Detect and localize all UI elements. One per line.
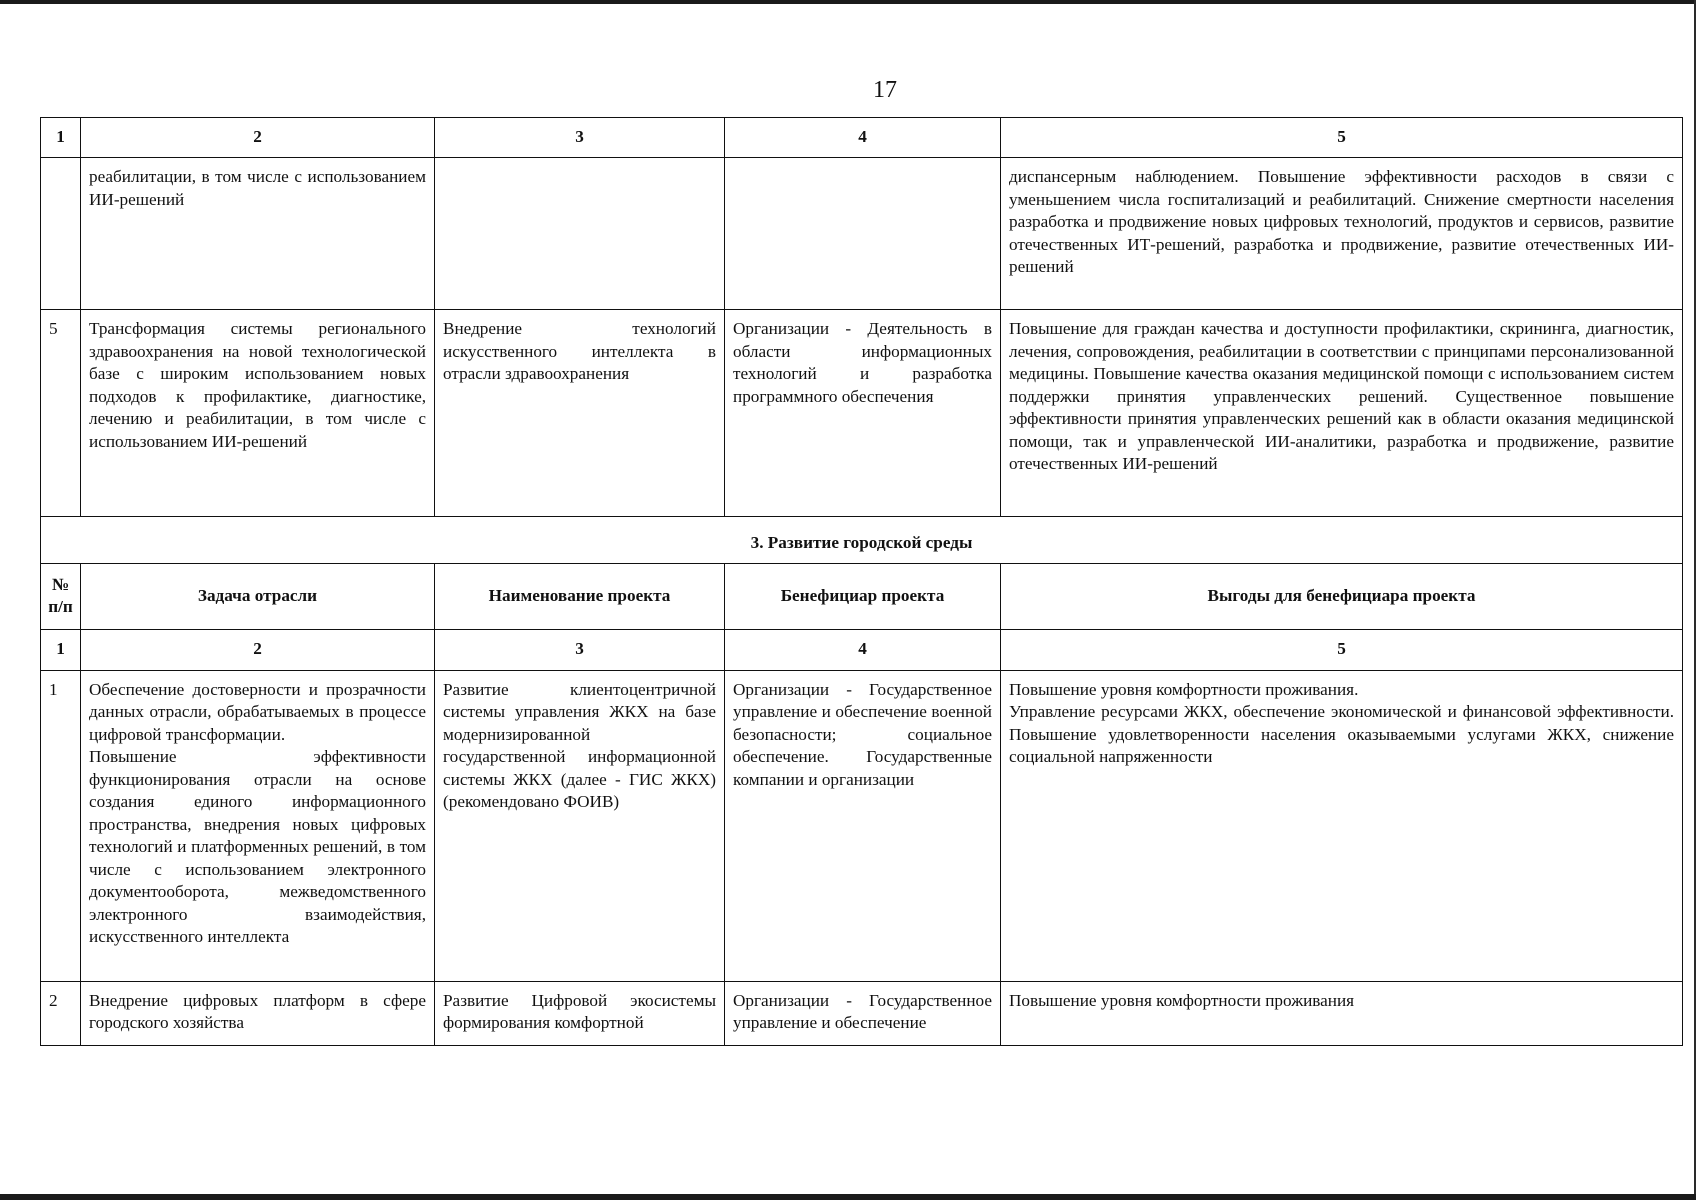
table-row: [41, 310, 1683, 517]
section-heading-row: [41, 517, 1683, 564]
row-number-cell: 1: [41, 670, 81, 981]
projects-table: [40, 117, 1683, 1046]
beneficiary-cell: [725, 158, 1001, 310]
task-cell: [81, 670, 435, 981]
table-row: [41, 670, 1683, 981]
beneficiary-cell: Организации - Государственное управление и обеспечение военной безопасности; социальное обеспечение. Государственные компании и организации: [725, 670, 1001, 981]
column-number-1: 1: [41, 629, 81, 670]
benefits-cell: [1001, 670, 1683, 981]
header-project: Наименование проекта: [435, 563, 725, 629]
header-row: [41, 563, 1683, 629]
column-number-row: [41, 118, 1683, 158]
task-paragraph: Повышение эффективности функционирования отрасли на основе создания единого информационного пространства, внедрения новых цифровых технологий и платформенных решений, в том числе с использованием электронного документооборота, межведомственного электронного взаимодействия, искусственного интеллекта: [89, 747, 426, 946]
project-cell: [435, 158, 725, 310]
table-row: [41, 981, 1683, 1045]
benefits-paragraph: Повышение уровня комфортности проживания.: [1009, 679, 1359, 699]
project-cell: Внедрение технологий искусственного интеллекта в отрасли здравоохранения: [435, 310, 725, 517]
column-number-5: 5: [1001, 118, 1683, 158]
scan-edge-bottom: [0, 1194, 1696, 1200]
table-row: [41, 158, 1683, 310]
column-number-3: 3: [435, 629, 725, 670]
scan-edge-top: [0, 0, 1696, 4]
header-num: № п/п: [41, 563, 81, 629]
beneficiary-cell: Организации - Деятельность в области информационных технологий и разработка программного обеспечения: [725, 310, 1001, 517]
header-benefits: Выгоды для бенефициара проекта: [1001, 563, 1683, 629]
beneficiary-cell: Организации - Государственное управление и обеспечение: [725, 981, 1001, 1045]
column-number-5: 5: [1001, 629, 1683, 670]
header-task: Задача отрасли: [81, 563, 435, 629]
column-number-4: 4: [725, 629, 1001, 670]
project-cell: Развитие клиентоцентричной системы управления ЖКХ на базе модернизированной государственной информационной системы ЖКХ (далее - ГИС ЖКХ) (рекомендовано ФОИВ): [435, 670, 725, 981]
row-number-cell: [41, 158, 81, 310]
task-cell: Трансформация системы регионального здравоохранения на новой технологической базе с широким использованием новых подходов к профилактике, диагностике, лечению и реабилитации, в том числе с использованием ИИ-решений: [81, 310, 435, 517]
task-paragraph: Обеспечение достоверности и прозрачности данных отрасли, обрабатываемых в процессе цифровой трансформации.: [89, 679, 426, 744]
task-cell: реабилитации, в том числе с использованием ИИ-решений: [81, 158, 435, 310]
project-cell: Развитие Цифровой экосистемы формирования комфортной: [435, 981, 725, 1045]
row-number-cell: 2: [41, 981, 81, 1045]
column-number-1: 1: [41, 118, 81, 158]
column-number-3: 3: [435, 118, 725, 158]
section-title: 3. Развитие городской среды: [41, 517, 1683, 564]
column-number-2: 2: [81, 118, 435, 158]
benefits-cell: Повышение уровня комфортности проживания: [1001, 981, 1683, 1045]
benefits-cell: Повышение для граждан качества и доступности профилактики, скрининга, диагностик, лечения, сопровождения, реабилитации в соответствии с принципами персонализованной медицины. Повышение качества оказания медицинской помощи с использованием систем поддержки принятия управленческих решений. Существенное повышение эффективности принятия управленческих решений как в области оказания медицинской помощи, так и управленческой ИИ-аналитики, разработка и продвижение, развитие отечественных ИИ-решений: [1001, 310, 1683, 517]
benefits-cell: диспансерным наблюдением. Повышение эффективности расходов в связи с уменьшением числа госпитализаций и реабилитаций. Снижение смертности населения разработка и продвижение новых цифровых технологий, продуктов и сервисов, развитие отечественных ИТ-решений, разработка и продвижение, развитие отечественных ИИ-решений: [1001, 158, 1683, 310]
column-number-row: [41, 629, 1683, 670]
header-beneficiary: Бенефициар проекта: [725, 563, 1001, 629]
column-number-4: 4: [725, 118, 1001, 158]
column-number-2: 2: [81, 629, 435, 670]
row-number-cell: 5: [41, 310, 81, 517]
task-cell: Внедрение цифровых платформ в сфере городского хозяйства: [81, 981, 435, 1045]
benefits-paragraph: Управление ресурсами ЖКХ, обеспечение экономической и финансовой эффективности. Повышение удовлетворенности населения оказываемыми услугами ЖКХ, снижение социальной напряженности: [1009, 702, 1674, 766]
page-number: 17: [873, 77, 897, 103]
